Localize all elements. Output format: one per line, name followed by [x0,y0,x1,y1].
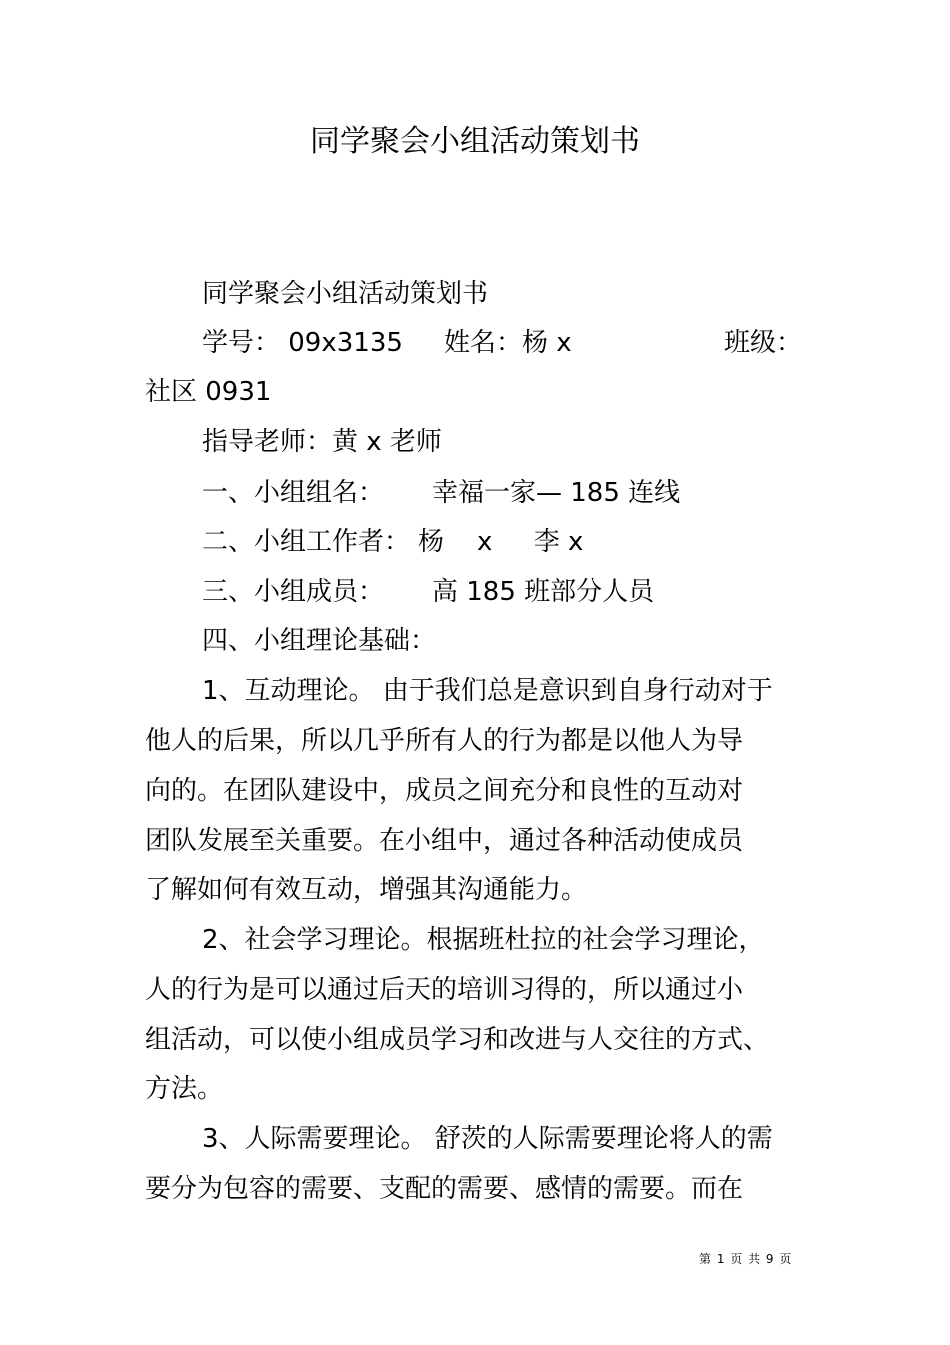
section-value: 幸福一家— 185 连线 [432,478,681,508]
paragraph-line: 向的。在团队建设中，成员之间充分和良性的互动对 [145,776,744,806]
paragraph-line: 了解如何有效互动，增强其沟通能力。 [145,875,588,905]
student-id: 学号： 09x3135 [202,328,403,358]
document-subtitle: 同学聚会小组活动策划书 [202,279,489,309]
paragraph-line: 组活动，可以使小组成员学习和改进与人交往的方式、 [145,1025,770,1055]
document-title: 同学聚会小组活动策划书 [310,124,640,159]
section-label: 三、小组成员： [202,577,385,607]
section-label: 一、小组组名： [202,478,385,508]
page-number: 第 1 页 共 9 页 [699,1252,793,1266]
section-label: 二、小组工作者： [202,527,411,557]
student-name: 姓名：杨 x [444,328,572,358]
teacher-line: 指导老师：黄 x 老师 [202,427,442,457]
paragraph-line: 团队发展至关重要。在小组中，通过各种活动使成员 [145,826,744,856]
paragraph-line: 他人的后果，所以几乎所有人的行为都是以他人为导 [145,726,744,756]
paragraph-line: 方法。 [145,1074,224,1104]
class-value: 社区 0931 [145,377,272,407]
paragraph-line: 2、社会学习理论。根据班杜拉的社会学习理论， [202,925,765,955]
paragraph-line: 要分为包容的需要、支配的需要、感情的需要。而在 [145,1174,744,1204]
paragraph-line: 人的行为是可以通过后天的培训习得的，所以通过小 [145,975,744,1005]
section-value: 杨 x 李 x [418,527,584,557]
class-label: 班级： [724,328,803,358]
section-label: 四、小组理论基础： [202,626,437,656]
paragraph-line: 3、人际需要理论。 舒茨的人际需要理论将人的需 [202,1124,773,1154]
paragraph-line: 1、互动理论。 由于我们总是意识到自身行动对于 [202,676,773,706]
section-value: 高 185 班部分人员 [432,577,655,607]
